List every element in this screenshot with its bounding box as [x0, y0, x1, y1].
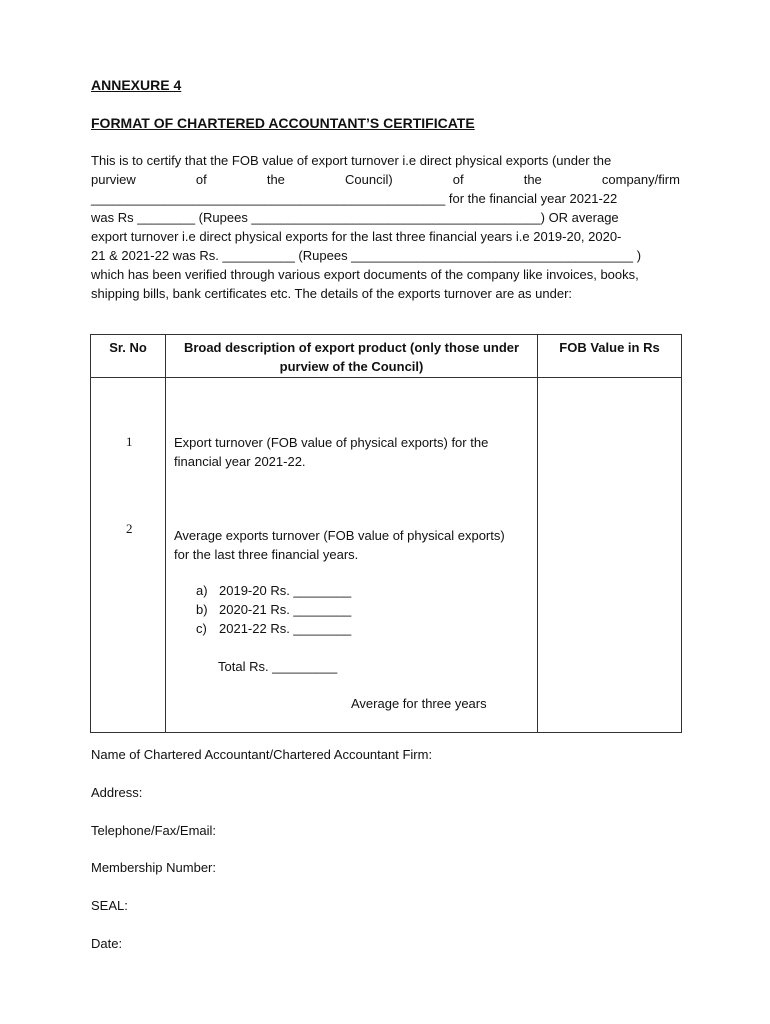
para-word: of	[195, 172, 207, 187]
header-sr-no: Sr. No	[91, 335, 166, 378]
para-word: company/firm	[601, 172, 680, 187]
row-1-number: 1	[126, 434, 133, 449]
para-line-7: which has been verified through various export documents of the company like invoices, books,	[91, 267, 639, 282]
row-1-desc-line-2: financial year 2021-22.	[174, 454, 306, 469]
para-line-5: export turnover i.e direct physical exports for the last three financial years i.e 2019-20, 2020-	[91, 229, 622, 244]
para-word: Council)	[345, 172, 393, 187]
address-field-label: Address:	[91, 785, 143, 800]
fob-value-cell	[538, 378, 682, 733]
para-word: of	[452, 172, 464, 187]
row-1-desc-line-1: Export turnover (FOB value of physical exports) for the	[174, 435, 489, 450]
seal-label: SEAL:	[91, 898, 128, 913]
list-item-2021-22: 2021-22 Rs. ________	[219, 621, 352, 636]
total-line: Total Rs. _________	[218, 659, 338, 674]
para-word: purview	[91, 172, 136, 187]
description-cell	[166, 378, 538, 733]
table-header-row	[91, 335, 682, 378]
membership-number-label: Membership Number:	[91, 860, 216, 875]
list-marker: a)	[196, 583, 208, 598]
list-marker: c)	[196, 621, 207, 636]
ca-name-field-label: Name of Chartered Accountant/Chartered Accountant Firm:	[91, 747, 433, 762]
contact-field-label: Telephone/Fax/Email:	[91, 823, 217, 838]
header-description: Broad description of export product (only those under purview of the Council)	[166, 335, 538, 378]
list-item-2020-21: 2020-21 Rs. ________	[219, 602, 352, 617]
para-line-4: was Rs ________ (Rupees ________________________________________) OR average	[91, 210, 619, 225]
list-marker: b)	[196, 602, 208, 617]
para-line-6: 21 & 2021-22 was Rs. __________ (Rupees _______________________________________ )	[91, 248, 642, 263]
para-line-8: shipping bills, bank certificates etc. The details of the exports turnover are as under:	[91, 286, 573, 301]
row-2-number: 2	[126, 521, 133, 536]
document-title: FORMAT OF CHARTERED ACCOUNTANT’S CERTIFICATE	[91, 115, 475, 131]
average-label: Average for three years	[351, 696, 487, 711]
para-line-3: _________________________________________________ for the financial year 2021-22	[91, 191, 618, 206]
table-body-row	[91, 378, 682, 733]
row-2-desc-line-1: Average exports turnover (FOB value of physical exports)	[174, 528, 505, 543]
para-line-1	[91, 151, 680, 170]
header-fob-value: FOB Value in Rs	[538, 335, 682, 378]
para-word: the	[523, 172, 542, 187]
row-2-desc-line-2: for the last three financial years.	[174, 547, 359, 562]
para-line-1-text: This is to certify that the FOB value of export turnover i.e direct physical exports (under the	[91, 153, 612, 168]
list-item-2019-20: 2019-20 Rs. ________	[219, 583, 352, 598]
sr-no-cell	[91, 378, 166, 733]
para-word: the	[266, 172, 285, 187]
export-details-table	[90, 334, 682, 733]
annexure-label: ANNEXURE 4	[91, 77, 182, 93]
para-line-2	[91, 170, 680, 189]
date-label: Date:	[91, 936, 123, 951]
